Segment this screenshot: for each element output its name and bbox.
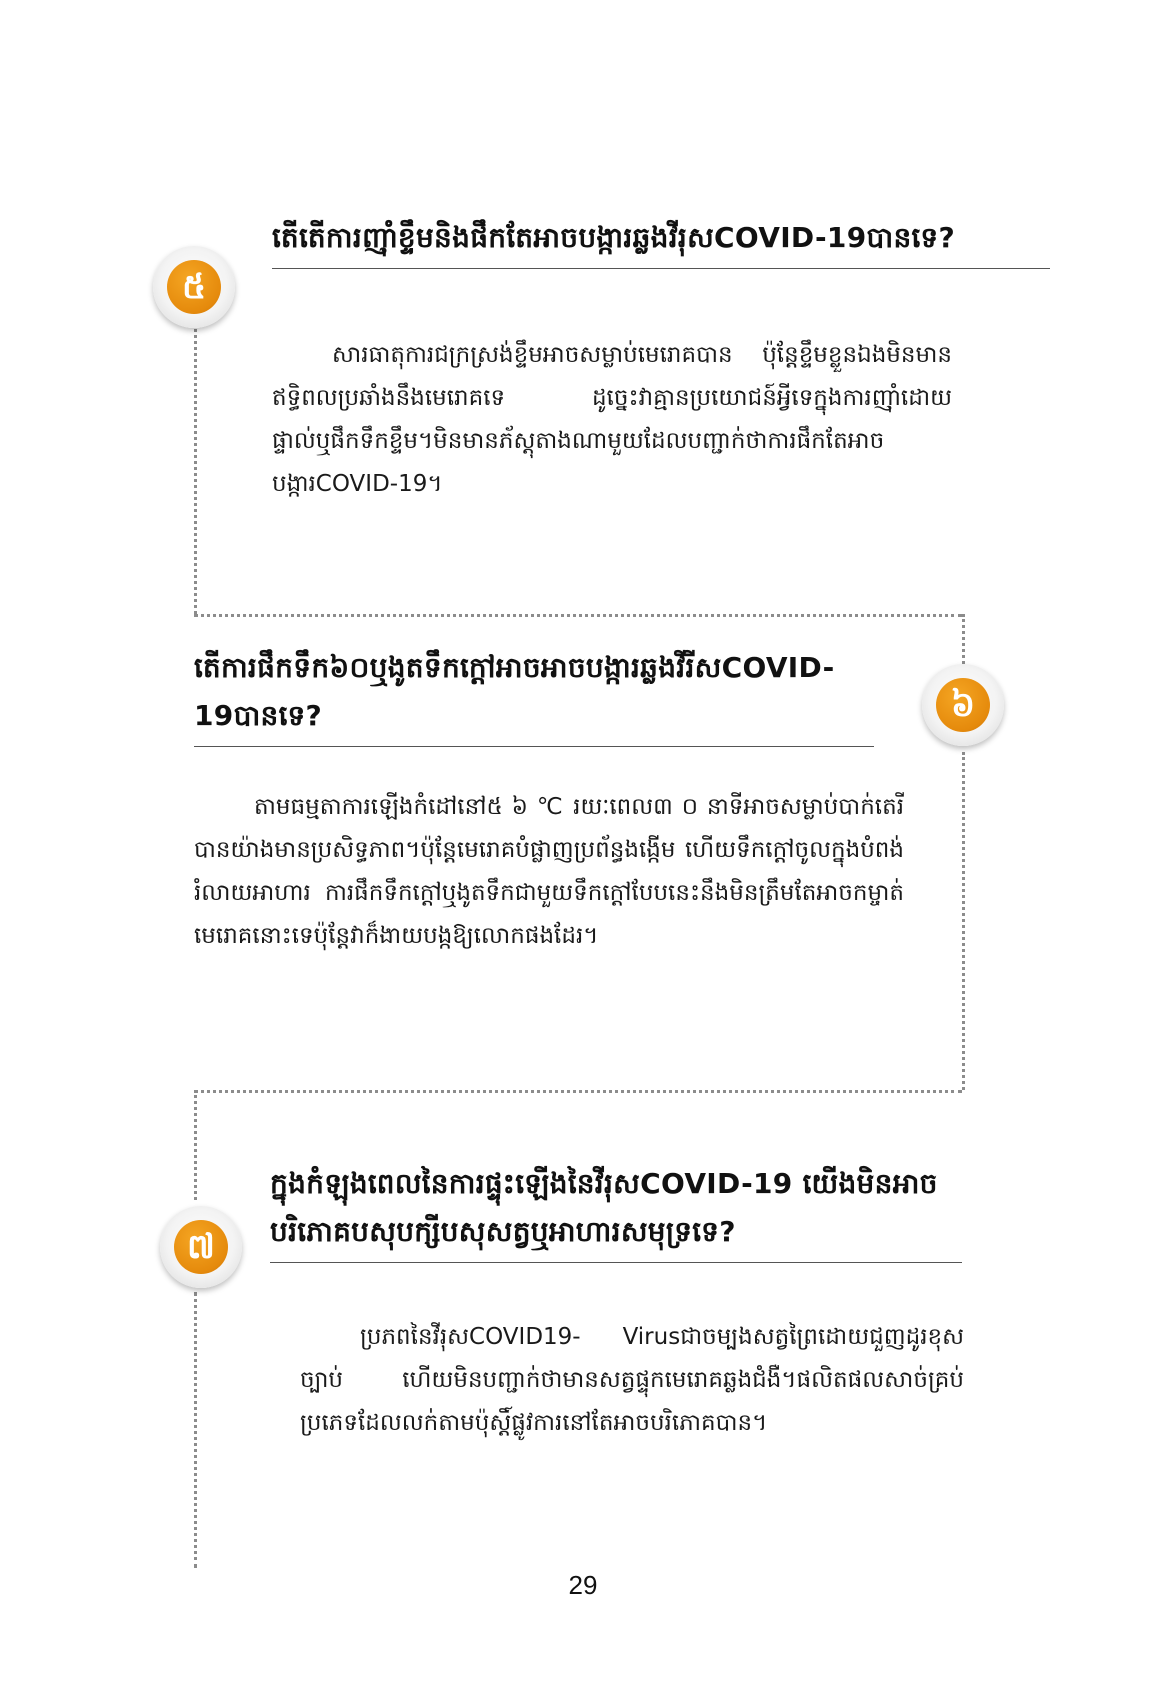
number-badge-label: ៧ <box>174 1220 228 1274</box>
answer-text: ប្រភពនៃវីរុសCOVID19- Virusជាចម្បងសត្វព្រៃដោយជួញដូរខុសច្បាប់ ហើយមិនបញ្ជាក់ថាមានសត្វផ្ទុកមេរោគឆ្លងជំងឺ។ផលិតផលសាច់គ្រប់ប្រភេទដែលលក់តាមប៉ុស្តិ៍ផ្លូវការនៅតែអាចបរិភោគបាន។ <box>300 1324 964 1436</box>
question-title: តើការផឹកទឹក៦០ឬងូតទឹកក្តៅអាចអាចបង្ការឆ្លងវីរីសCOVID-19បានទេ? <box>194 644 874 747</box>
answer-text: សារធាតុការជក្រស្រង់ខ្ទឹមអាចសម្លាប់មេរោគបាន ប៉ុន្តែខ្ទឹមខ្លួនឯងមិនមានឥទ្ធិពលប្រឆាំងនឹងមេរោគទេ ដូច្នេះវាគ្មានប្រយោជន៍អ្វីទេក្នុងការញ៉ាំដោយផ្ទាល់ឬផឹកទឹកខ្ទឹម។មិនមានភ័ស្តុតាងណាមួយដែលបញ្ជាក់ថាការផឹកតែអាចបង្ការCOVID-19។ <box>272 342 952 497</box>
number-badge <box>160 1206 242 1288</box>
connector-line <box>962 752 965 1090</box>
connector-line <box>194 1090 197 1200</box>
number-badge-label: ៦ <box>936 678 990 732</box>
connector-line <box>194 1292 197 1568</box>
answer-text: តាមធម្មតាការឡើងកំដៅនៅ៥ ៦ ℃ រយៈពេល៣ ០ នាទីអាចសម្លាប់បាក់តេរីបានយ៉ាងមានប្រសិទ្ធភាព។ប៉ុន្តែមេរោគបំផ្លាញប្រព័ន្ធងង្កើម ហើយទឹកក្តៅចូលក្នុងបំពង់រំលាយអាហារ ការផឹកទឹកក្តៅឬងូតទឹកជាមួយទឹកក្តៅបែបនេះនឹងមិនត្រឹមតែអាចកម្ចាត់មេរោគនោះទេប៉ុន្តែវាក៏ងាយបង្កឱ្យលោកផងដែរ។ <box>194 794 904 949</box>
number-badge <box>153 246 235 328</box>
question-title: ក្នុងកំឡុងពេលនៃការផ្ទុះឡើងនៃវីរុសCOVID-19 យើងមិនអាចបរិភោគបសុបក្សីបសុសត្វឬអាហារសមុទ្រទេ? <box>270 1160 962 1263</box>
number-badge <box>922 664 1004 746</box>
connector-line <box>194 614 962 617</box>
question-title: តើតើការញ៉ាំខ្ទឹមនិងផឹកតែអាចបង្ការឆ្លងវីរុសCOVID-19បានទេ? <box>272 214 1050 269</box>
number-badge-label: ៥ <box>167 260 221 314</box>
page-number: 29 <box>568 1570 598 1600</box>
connector-line <box>194 318 197 614</box>
connector-line <box>194 1090 962 1093</box>
